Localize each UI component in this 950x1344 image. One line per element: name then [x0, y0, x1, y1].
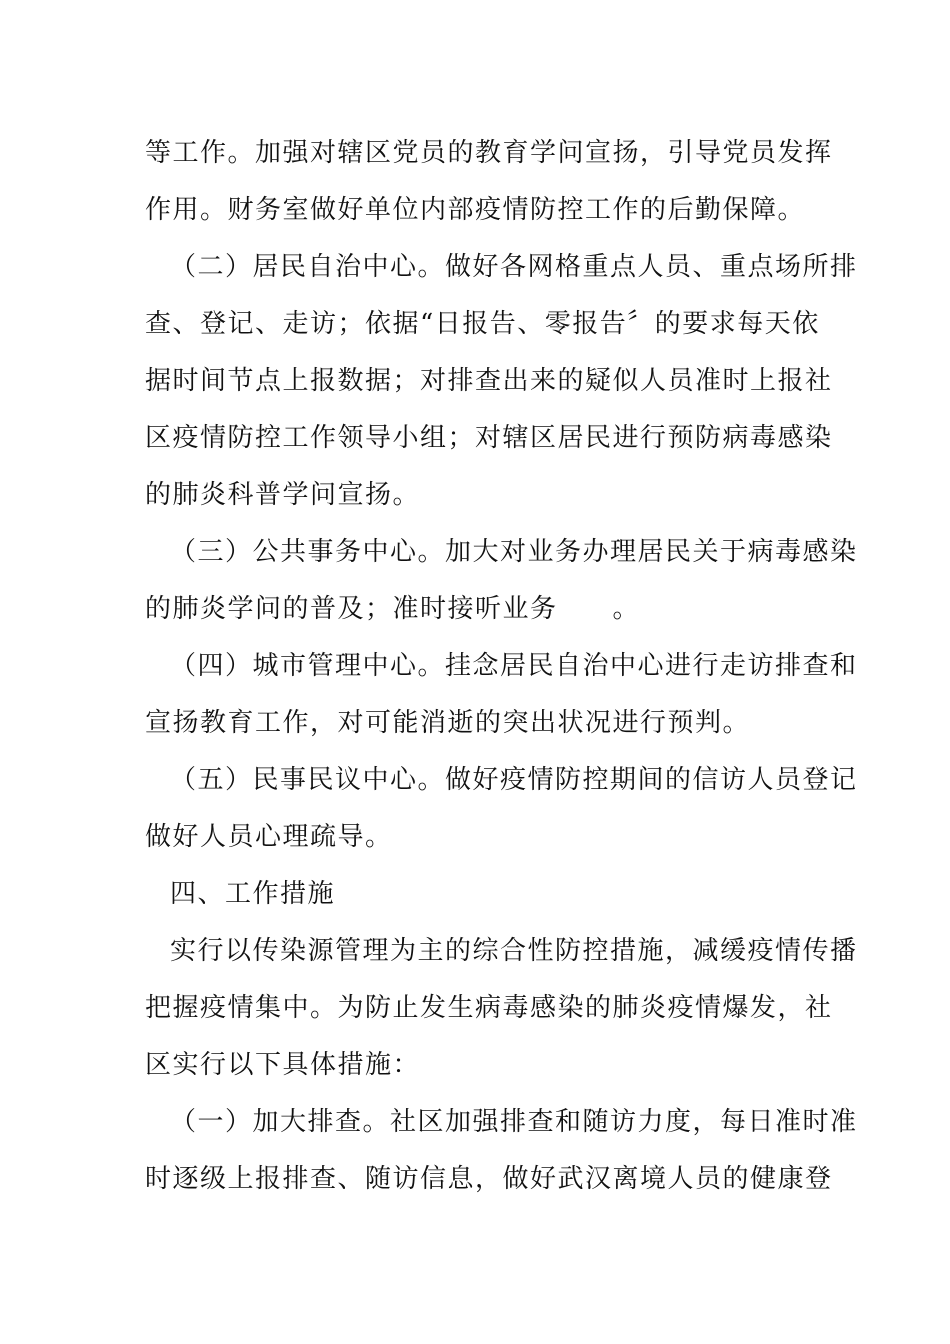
text-line: 区疫情防控工作领导小组；对辖区居民进行预防病毒感染 — [145, 423, 833, 453]
text-line: 查、登记、走访；依据“日报告、零报告〞的要求每天依 — [145, 309, 820, 339]
text-line: 作用。财务室做好单位内部疫情防控工作的后勤保障。 — [145, 195, 806, 225]
text-line: 实行以传染源管理为主的综合性防控措施，减缓疫情传播 — [170, 936, 858, 966]
text-line: （四）城市管理中心。挂念居民自治中心进行走访排查和 — [170, 651, 858, 681]
text-line: 据时间节点上报数据；对排查出来的疑似人员准时上报社 — [145, 366, 833, 396]
text-line: （二）居民自治中心。做好各网格重点人员、重点场所排 — [170, 252, 858, 282]
text-line: 等工作。加强对辖区党员的教育学问宣扬，引导党员发挥 — [145, 138, 833, 168]
text-line: 的肺炎科普学问宣扬。 — [145, 480, 421, 510]
text-line: 宣扬教育工作，对可能消逝的突出状况进行预判。 — [145, 708, 751, 738]
text-line: 把握疫情集中。为防止发生病毒感染的肺炎疫情爆发，社 — [145, 993, 833, 1023]
text-line: （一）加大排查。社区加强排查和随访力度，每日准时准 — [170, 1107, 858, 1137]
text-line: 区实行以下具体措施： — [145, 1050, 421, 1080]
section-heading: 四、工作措施 — [170, 879, 336, 909]
text-line: 的肺炎学问的普及；准时接听业务 。 — [145, 594, 641, 624]
text-line: （三）公共事务中心。加大对业务办理居民关于病毒感染 — [170, 537, 858, 567]
text-line: （五）民事民议中心。做好疫情防控期间的信访人员登记 — [170, 765, 858, 795]
text-line: 时逐级上报排查、随访信息，做好武汉离境人员的健康登 — [145, 1164, 833, 1194]
text-line: 做好人员心理疏导。 — [145, 822, 393, 852]
